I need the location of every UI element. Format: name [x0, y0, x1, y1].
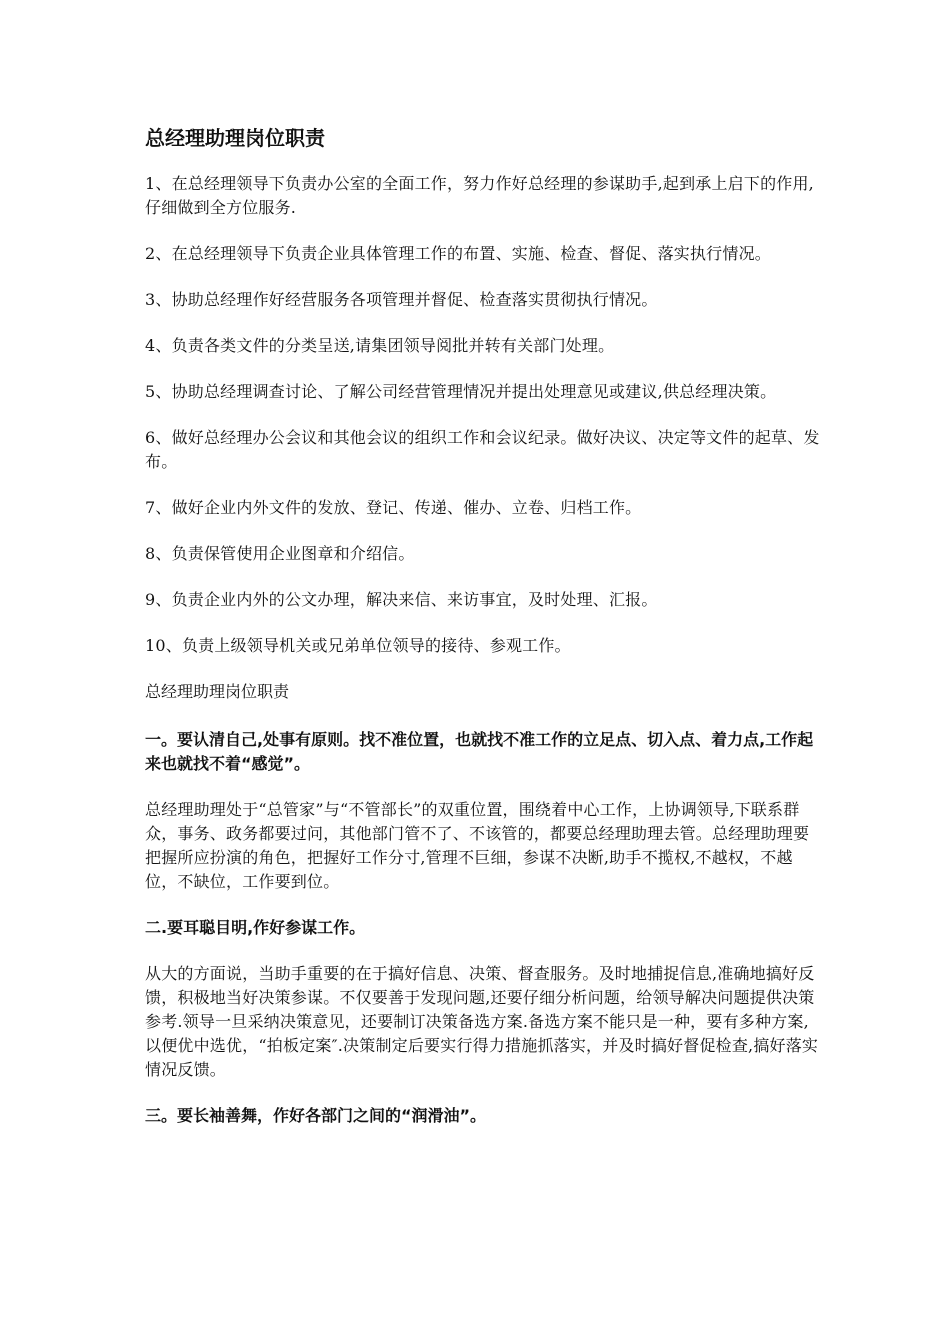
duty-list — [145, 172, 825, 658]
duty-item: 1、在总经理领导下负责办公室的全面工作，努力作好总经理的参谋助手,起到承上启下的作用,仔细做到全方位服务. — [145, 174, 814, 217]
section-body: 从大的方面说，当助手重要的在于搞好信息、决策、督查服务。及时地捕捉信息,准确地搞好反馈，积极地当好决策参谋。不仅要善于发现问题,还要仔细分析问题，给领导解决问题提供决策参考.领导一旦采纳决策意见，还要制订决策备选方案.备选方案不能只是一种，要有多种方案,以便优中选优，“拍板定案″.决策制定后要实行得力措施抓落实，并及时搞好督促检查,搞好落实情况反馈。 — [145, 964, 819, 1079]
section-heading: 一。要认清自己,处事有原则。找不准位置，也就找不准工作的立足点、切入点、着力点,工作起来也就找不着“感觉”。 — [145, 730, 814, 773]
section-3 — [145, 1104, 825, 1128]
duty-item: 10、负责上级领导机关或兄弟单位领导的接待、参观工作。 — [145, 636, 571, 655]
duty-item: 3、协助总经理作好经营服务各项管理并督促、检查落实贯彻执行情况。 — [145, 290, 658, 309]
document-page — [145, 124, 825, 1150]
section-heading: 二.要耳聪目明,作好参谋工作。 — [145, 918, 366, 937]
section-subtitle: 总经理助理岗位职责 — [145, 682, 290, 701]
duty-item: 7、做好企业内外文件的发放、登记、传递、催办、立卷、归档工作。 — [145, 498, 642, 517]
document-title: 总经理助理岗位职责 — [145, 126, 325, 150]
section-heading: 三。要长袖善舞，作好各部门之间的“润滑油”。 — [145, 1106, 487, 1125]
duty-item: 9、负责企业内外的公文办理，解决来信、来访事宜，及时处理、汇报。 — [145, 590, 658, 609]
duty-item: 5、协助总经理调查讨论、了解公司经营管理情况并提出处理意见或建议,供总经理决策。 — [145, 382, 777, 401]
section-1 — [145, 728, 825, 894]
section-body: 总经理助理处于“总管家”与“不管部长”的双重位置，围绕着中心工作，上协调领导,下联系群众，事务、政务都要过问，其他部门管不了、不该管的，都要总经理助理去管。总经理助理要把握所应扮演的角色，把握好工作分寸,管理不巨细，参谋不决断,助手不揽权,不越权，不越位，不缺位，工作要到位。 — [145, 800, 810, 891]
section-2 — [145, 916, 825, 1082]
duty-item: 2、在总经理领导下负责企业具体管理工作的布置、实施、检查、督促、落实执行情况。 — [145, 244, 771, 263]
duty-item: 4、负责各类文件的分类呈送,请集团领导阅批并转有关部门处理。 — [145, 336, 615, 355]
duty-item: 8、负责保管使用企业图章和介绍信。 — [145, 544, 415, 563]
duty-item: 6、做好总经理办公会议和其他会议的组织工作和会议纪录。做好决议、决定等文件的起草、发布。 — [145, 428, 820, 471]
